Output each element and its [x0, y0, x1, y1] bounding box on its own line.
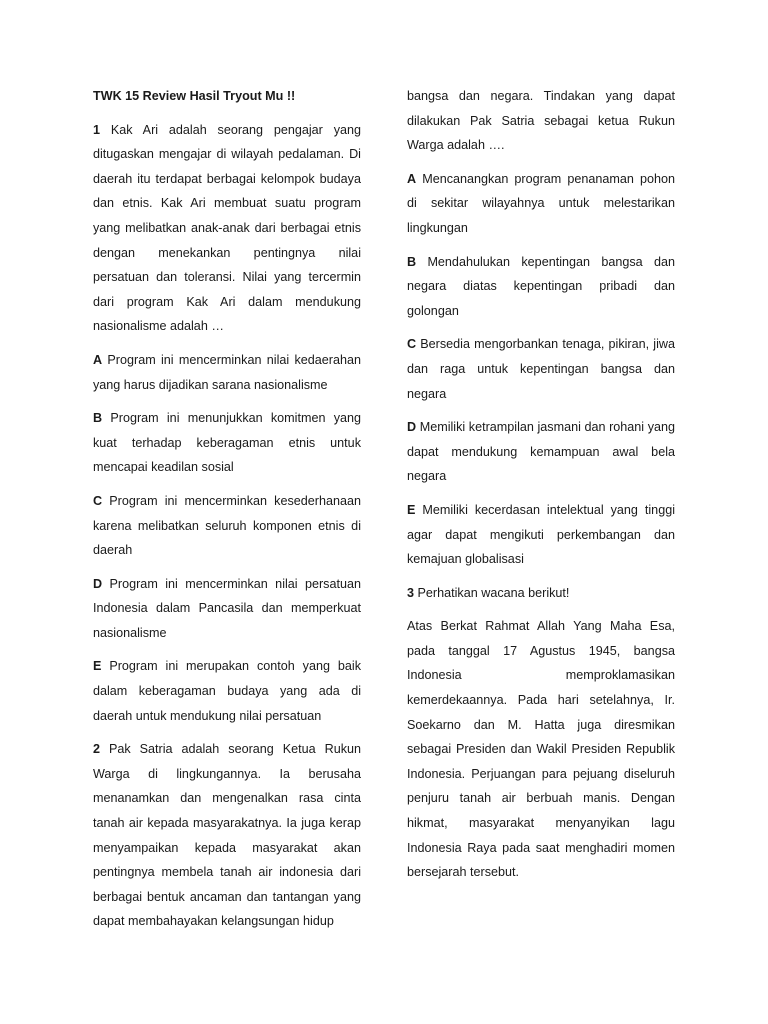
left-column: [93, 84, 361, 943]
option-e: [93, 654, 361, 728]
question-2-continued: [407, 84, 675, 158]
question-number: 2: [93, 742, 101, 757]
passage: Atas Berkat Rahmat Allah Yang Maha Esa, pada tanggal 17 Agustus 1945, bangsa Indonesia memproklamasikan kemerdekaannya. Pada hari setelahnya, Ir. Soekarno dan M. Hatta juga diresmikan sebagai Presiden dan Wakil Presiden Republik Indonesia. Perjuangan para pejuang diseluruh penjuru tanah air berbuah manis. Dengan hikmat, masyarakat menyanyikan lagu Indonesia Raya pada saat menghadiri momen bersejarah tersebut.: [407, 619, 675, 880]
option-text: Mencanangkan program penanaman pohon di sekitar wilayahnya untuk melestarikan lingkungan: [407, 171, 676, 235]
option-text: Memiliki ketrampilan jasmani dan rohani yang dapat mendukung kemampuan awal bela negara: [407, 420, 676, 484]
option-text: Program ini mencerminkan kesederhanaan karena melibatkan seluruh komponen etnis di daerah: [93, 493, 362, 558]
option-c: [93, 489, 361, 563]
document-title: TWK 15 Review Hasil Tryout Mu !!: [93, 89, 296, 103]
option-a: [93, 348, 361, 397]
option-b: [407, 250, 675, 324]
question-text: Perhatikan wacana berikut!: [417, 585, 570, 600]
option-letter: C: [407, 337, 417, 352]
option-letter: E: [93, 659, 102, 674]
question-text: Pak Satria adalah seorang Ketua Rukun Warga di lingkungannya. Ia berusaha menanamkan dan mengenalkan rasa cinta tanah air kepada masyarakatnya. Ia juga kerap menyampaikan kepada masyarakat akan pentingnya membela tanah air indonesia dari berbagai bentuk ancaman dan tantangan yang dapat membahayakan kelangsungan hidup: [93, 742, 362, 929]
option-d: [93, 572, 361, 646]
option-c: [407, 332, 675, 406]
option-text: Program ini mencerminkan nilai kedaerahan yang harus dijadikan sarana nasionalisme: [93, 352, 361, 392]
option-text: Program ini merupakan contoh yang baik dalam keberagaman budaya yang ada di daerah untuk mendukung nilai persatuan: [93, 659, 361, 723]
option-letter: B: [93, 411, 103, 426]
option-letter: A: [407, 171, 417, 186]
option-e: [407, 498, 675, 572]
option-letter: E: [407, 502, 416, 517]
option-a: [407, 167, 675, 241]
option-letter: D: [407, 420, 417, 435]
right-column: [407, 84, 675, 894]
option-text: Memiliki kecerdasan intelektual yang tinggi agar dapat mengikuti perkembangan dan kemajuan globalisasi: [407, 502, 675, 567]
question-3: [407, 581, 675, 606]
question-1: [93, 118, 361, 339]
option-text: Program ini menunjukkan komitmen yang kuat terhadap keberagaman etnis untuk mencapai keadilan sosial: [93, 411, 362, 475]
question-2: [93, 737, 361, 934]
option-d: [407, 415, 675, 489]
option-letter: B: [407, 254, 417, 269]
option-b: [93, 406, 361, 480]
option-text: Program ini mencerminkan nilai persatuan Indonesia dalam Pancasila dan memperkuat nasionalisme: [93, 576, 361, 640]
question-number: 1: [93, 122, 101, 137]
option-letter: D: [93, 576, 103, 591]
option-letter: C: [93, 493, 103, 508]
question-text: Kak Ari adalah seorang pengajar yang ditugaskan mengajar di wilayah pedalaman. Di daerah itu terdapat berbagai kelompok budaya dan etnis. Kak Ari membuat suatu program yang melibatkan anak-anak dari berbagai etnis dengan menekankan pentingnya nilai persatuan dan toleransi. Nilai yang tercermin dari program Kak Ari dalam mendukung nasionalisme adalah …: [93, 122, 362, 334]
question-number: 3: [407, 585, 415, 600]
option-text: Mendahulukan kepentingan bangsa dan negara diatas kepentingan pribadi dan golongan: [407, 254, 675, 318]
option-text: Bersedia mengorbankan tenaga, pikiran, jiwa dan raga untuk kepentingan bangsa dan negara: [407, 337, 675, 401]
question-text: bangsa dan negara. Tindakan yang dapat dilakukan Pak Satria sebagai ketua Rukun Warga adalah ….: [407, 89, 675, 153]
option-letter: A: [93, 352, 103, 367]
